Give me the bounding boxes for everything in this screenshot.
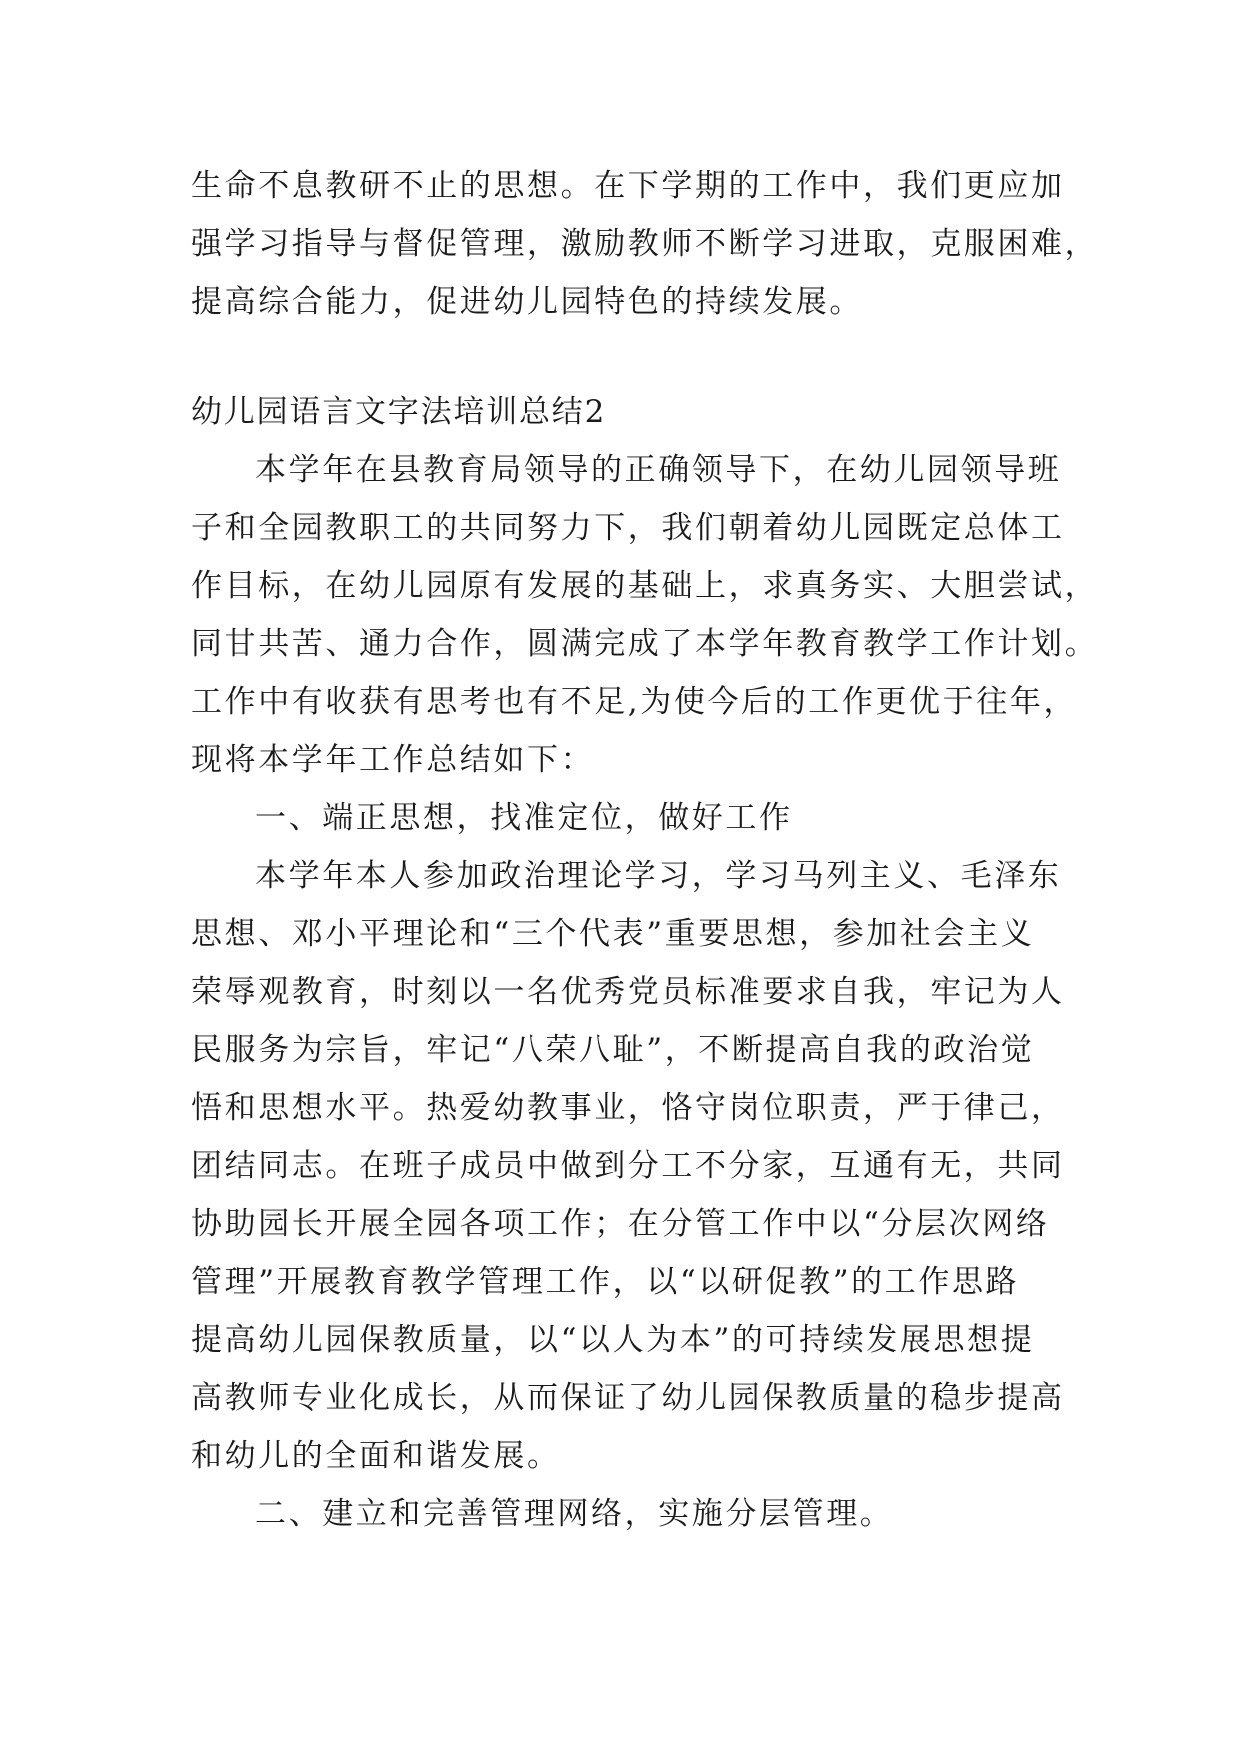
text-line: 工作中有收获有思考也有不足,为使今后的工作更优于往年， bbox=[191, 684, 1078, 720]
text-line: 作目标，在幼儿园原有发展的基础上，求真务实、大胆尝试， bbox=[191, 568, 1099, 604]
text-line: 思想、邓小平理论和“三个代表”重要思想，参加社会主义 bbox=[191, 916, 1035, 952]
text-line: 生命不息教研不止的思想。在下学期的工作中，我们更应加 bbox=[191, 168, 1065, 204]
text-line: 本学年在县教育局领导的正确领导下，在幼儿园领导班 bbox=[255, 452, 1062, 488]
text-line: 提高幼儿园保教质量，以“以人为本”的可持续发展思想提 bbox=[191, 1322, 1035, 1358]
text-line: 提高综合能力，促进幼儿园特色的持续发展。 bbox=[191, 284, 863, 320]
text-line: 管理”开展教育教学管理工作，以“以研促教”的工作思路 bbox=[191, 1264, 1020, 1300]
heading-one: 一、端正思想，找准定位，做好工作 bbox=[255, 800, 793, 836]
text-line: 荣辱观教育，时刻以一名优秀党员标准要求自我，牢记为人 bbox=[191, 974, 1065, 1010]
text-line: 悟和思想水平。热爱幼教事业，恪守岗位职责，严于律己， bbox=[191, 1090, 1065, 1126]
text-line: 民服务为宗旨，牢记“八荣八耻”，不断提高自我的政治觉 bbox=[191, 1032, 1035, 1068]
text-line: 子和全园教职工的共同努力下，我们朝着幼儿园既定总体工 bbox=[191, 510, 1065, 546]
text-line: 高教师专业化成长，从而保证了幼儿园保教质量的稳步提高 bbox=[191, 1380, 1065, 1416]
text-line: 本学年本人参加政治理论学习，学习马列主义、毛泽东 bbox=[255, 858, 1062, 894]
paragraph-political-study bbox=[191, 847, 1065, 1485]
section-title: 幼儿园语言文字法培训总结2 bbox=[191, 394, 607, 430]
intro-paragraph bbox=[191, 157, 1099, 331]
text-line: 协助园长开展全园各项工作；在分管工作中以“分层次网络 bbox=[191, 1206, 1050, 1242]
text-line: 现将本学年工作总结如下： bbox=[191, 742, 595, 778]
text-line: 团结同志。在班子成员中做到分工不分家，互通有无，共同 bbox=[191, 1148, 1065, 1184]
paragraph-gap bbox=[191, 331, 1061, 383]
text-line: 同甘共苦、通力合作，圆满完成了本学年教育教学工作计划。 bbox=[191, 626, 1099, 662]
paragraph-intro-summary bbox=[191, 441, 1099, 789]
heading-two: 二、建立和完善管理网络，实施分层管理。 bbox=[255, 1496, 894, 1532]
document-body bbox=[191, 157, 1099, 1543]
text-line: 强学习指导与督促管理，激励教师不断学习进取，克服困难， bbox=[191, 226, 1099, 262]
text-line: 和幼儿的全面和谐发展。 bbox=[191, 1438, 561, 1474]
